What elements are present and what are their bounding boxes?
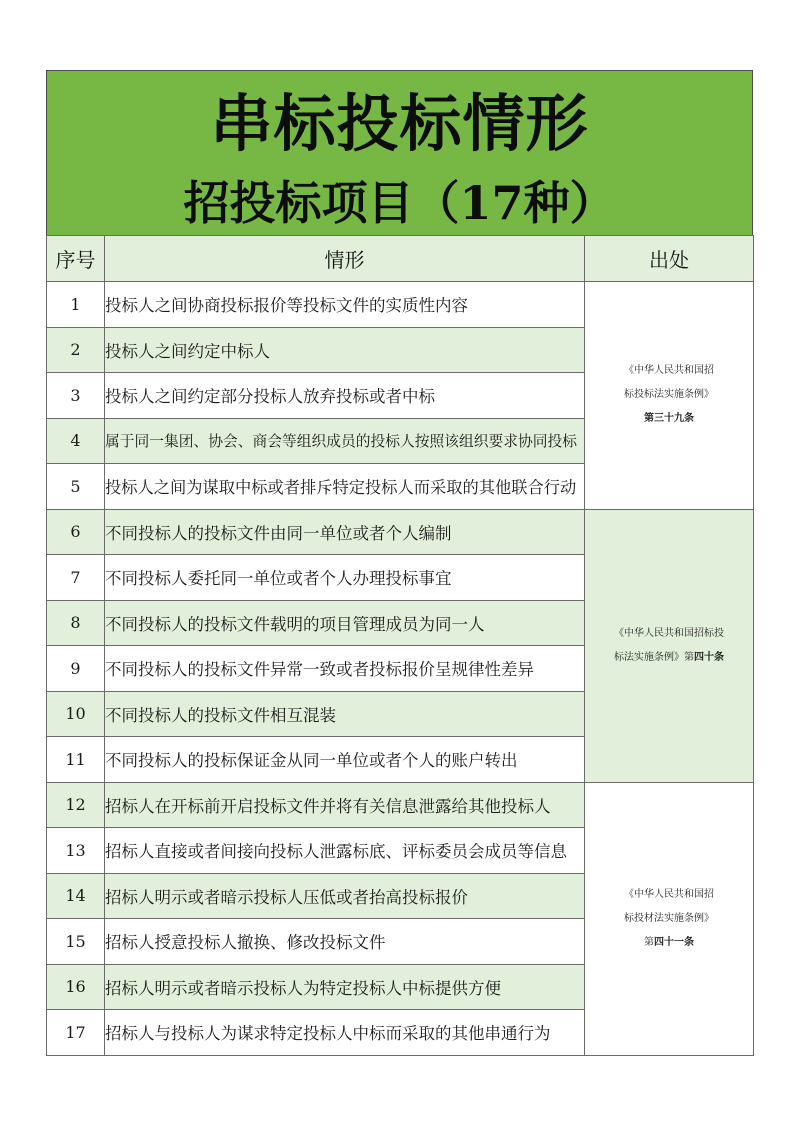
- table-row: [47, 282, 754, 328]
- source-citation-line: [585, 407, 753, 431]
- citation-text: 第: [644, 936, 654, 948]
- citation-text: 《中华人民共和国招: [624, 365, 714, 377]
- row-number: 4: [47, 418, 105, 464]
- source-citation-line: [585, 907, 753, 931]
- page-subtitle: 招投标项目（17种）: [183, 176, 616, 230]
- row-situation-cell: [105, 464, 585, 510]
- situation-text: 不同投标人的投标文件载明的项目管理成员为同一人: [105, 614, 485, 634]
- situation-text: 招标人与投标人为谋求特定投标人中标而采取的其他串通行为: [105, 1024, 551, 1044]
- situation-text: 招标人授意投标人撤换、修改投标文件: [105, 933, 386, 953]
- collusion-table: [46, 235, 754, 1056]
- situation-text: 不同投标人的投标文件异常一致或者投标报价呈规律性差异: [105, 660, 534, 680]
- row-situation-cell: [105, 600, 585, 646]
- situation-text: 投标人之间约定部分投标人放弃投标或者中标: [105, 387, 435, 407]
- situation-text: 招标人明示或者暗示投标人压低或者抬高投标报价: [105, 887, 468, 907]
- row-situation-cell: [105, 418, 585, 464]
- citation-text: 标投材法实施条例》: [624, 912, 714, 924]
- table-row: [47, 782, 754, 828]
- source-citation-line: [585, 383, 753, 407]
- source-citation-line: [585, 359, 753, 383]
- table-header-row: [47, 236, 754, 282]
- situation-text: 投标人之间约定中标人: [105, 341, 270, 361]
- source-citation-line: [585, 883, 753, 907]
- article-number-text: 第三十九条: [644, 413, 694, 425]
- citation-text: 标投标法实施条例》: [624, 389, 714, 401]
- row-situation-cell: [105, 828, 585, 874]
- row-situation-cell: [105, 919, 585, 965]
- situation-text: 招标人明示或者暗示投标人为特定投标人中标提供方便: [105, 978, 501, 998]
- row-situation-cell: [105, 737, 585, 783]
- row-number: 11: [47, 737, 105, 783]
- table-row: [47, 509, 754, 555]
- row-number: 12: [47, 782, 105, 828]
- source-citation-line: [585, 622, 753, 646]
- page-title: 串标投标情形: [210, 87, 589, 160]
- source-citation-cell: [585, 282, 754, 510]
- row-number: 5: [47, 464, 105, 510]
- row-number: 15: [47, 919, 105, 965]
- column-header-number: 序号: [47, 236, 105, 282]
- article-number-text: 四十条: [694, 651, 724, 663]
- row-number: 3: [47, 373, 105, 419]
- source-citation-line: [585, 931, 753, 955]
- row-situation-cell: [105, 373, 585, 419]
- row-situation-cell: [105, 782, 585, 828]
- row-situation-cell: [105, 873, 585, 919]
- row-situation-cell: [105, 1010, 585, 1056]
- row-situation-cell: [105, 327, 585, 373]
- row-number: 6: [47, 509, 105, 555]
- row-number: 17: [47, 1010, 105, 1056]
- source-citation-cell: [585, 509, 754, 782]
- situation-text: 不同投标人的投标保证金从同一单位或者个人的账户转出: [105, 751, 518, 771]
- row-situation-cell: [105, 646, 585, 692]
- row-situation-cell: [105, 691, 585, 737]
- row-number: 2: [47, 327, 105, 373]
- row-number: 14: [47, 873, 105, 919]
- title-banner: [46, 70, 753, 235]
- column-header-situation: 情形: [105, 236, 585, 282]
- row-number: 8: [47, 600, 105, 646]
- column-header-source: 出处: [585, 236, 754, 282]
- document-sheet: [46, 70, 753, 1056]
- situation-text: 不同投标人委托同一单位或者个人办理投标事宜: [105, 569, 452, 589]
- situation-text: 属于同一集团、协会、商会等组织成员的投标人按照该组织要求协同投标: [105, 433, 577, 451]
- row-number: 1: [47, 282, 105, 328]
- row-number: 9: [47, 646, 105, 692]
- source-citation-line: [585, 646, 753, 670]
- row-number: 10: [47, 691, 105, 737]
- citation-text: 标法实施条例》第: [614, 651, 694, 663]
- row-number: 13: [47, 828, 105, 874]
- row-situation-cell: [105, 555, 585, 601]
- source-citation-cell: [585, 782, 754, 1055]
- situation-text: 不同投标人的投标文件相互混装: [105, 705, 336, 725]
- situation-text: 投标人之间为谋取中标或者排斥特定投标人而采取的其他联合行动: [105, 478, 577, 498]
- row-situation-cell: [105, 509, 585, 555]
- situation-text: 招标人直接或者间接向投标人泄露标底、评标委员会成员等信息: [105, 842, 567, 862]
- citation-text: 《中华人民共和国招标投: [614, 627, 724, 639]
- situation-text: 不同投标人的投标文件由同一单位或者个人编制: [105, 523, 452, 543]
- situation-text: 招标人在开标前开启投标文件并将有关信息泄露给其他投标人: [105, 796, 551, 816]
- row-situation-cell: [105, 282, 585, 328]
- citation-text: 《中华人民共和国招: [624, 888, 714, 900]
- article-number-text: 四十一条: [654, 936, 694, 948]
- situation-text: 投标人之间协商投标报价等投标文件的实质性内容: [105, 296, 468, 316]
- table-body: [47, 282, 754, 1056]
- row-number: 7: [47, 555, 105, 601]
- row-situation-cell: [105, 964, 585, 1010]
- row-number: 16: [47, 964, 105, 1010]
